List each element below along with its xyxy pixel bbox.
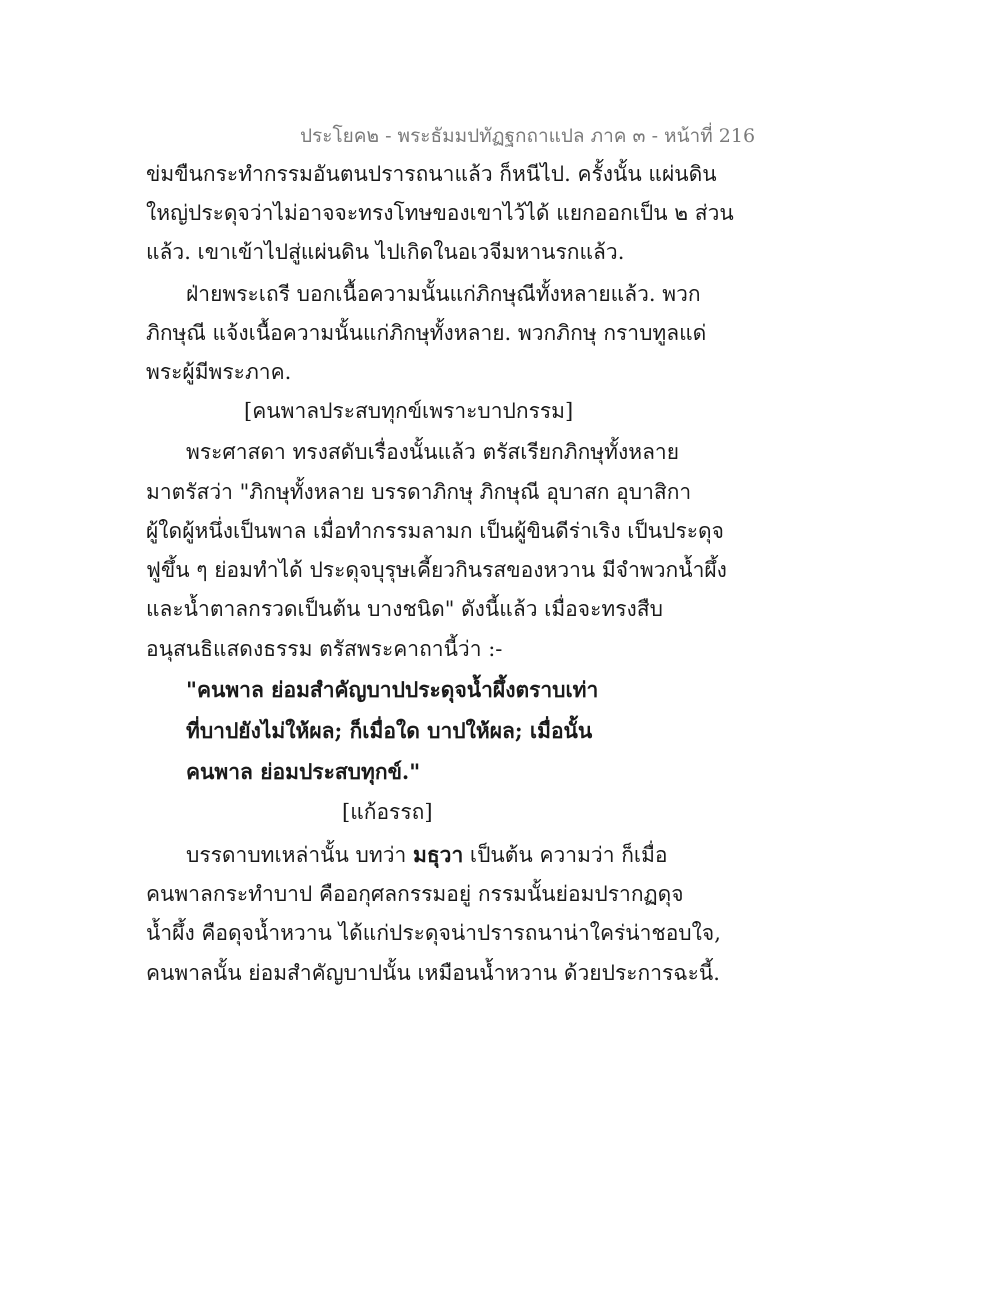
paragraph-1-line-3: แล้ว. เขาเข้าไปสู่แผ่นดิน ไปเกิดในอเวจีมหานรกแล้ว.: [146, 240, 625, 264]
paragraph-4-line-3: น้ำผึ้ง คือดุจน้ำหวาน ได้แก่ประดุจน่าปรารถนาน่าใคร่น่าชอบใจ,: [146, 921, 721, 945]
keyword-term: มธุวา: [413, 842, 464, 867]
paragraph-3-line-1: พระศาสดา ทรงสดับเรื่องนั้นแล้ว ตรัสเรียกภิกษุทั้งหลาย: [186, 440, 680, 464]
verse-line-2: ที่บาปยังไม่ให้ผล; ก็เมื่อใด บาปให้ผล; เมื่อนั้น: [186, 718, 593, 743]
paragraph-3-line-4: ฟูขึ้น ๆ ย่อมทำได้ ประดุจบุรุษเคี้ยวกินรสของหวาน มีจำพวกน้ำผึ้ง: [146, 558, 727, 582]
section-heading: [คนพาลประสบทุกข์เพราะบาปกรรม]: [244, 399, 574, 423]
commentary-heading: [แก้อรรถ]: [342, 800, 433, 824]
paragraph-3-line-2: มาตรัสว่า "ภิกษุทั้งหลาย บรรดาภิกษุ ภิกษุณี อุบาสก อุบาสิกา: [146, 480, 692, 504]
paragraph-4-line-1: [186, 840, 668, 870]
paragraph-2-line-3: พระผู้มีพระภาค.: [146, 360, 292, 384]
paragraph-4-line-2: คนพาลกระทำบาป คืออกุศลกรรมอยู่ กรรมนั้นย่อมปรากฏดุจ: [146, 882, 684, 906]
paragraph-4-line-4: คนพาลนั้น ย่อมสำคัญบาปนั้น เหมือนน้ำหวาน ด้วยประการฉะนี้.: [146, 961, 720, 985]
paragraph-1-line-2: ใหญ่ประดุจว่าไม่อาจจะทรงโทษของเขาไว้ได้ แยกออกเป็น ๒ ส่วน: [146, 201, 734, 225]
paragraph-4-line-1-after: เป็นต้น ความว่า ก็เมื่อ: [463, 843, 668, 867]
paragraph-3-line-3: ผู้ใดผู้หนึ่งเป็นพาล เมื่อทำกรรมลามก เป็นผู้ขินดีร่าเริง เป็นประดุจ: [146, 519, 724, 543]
paragraph-4-line-1-before: บรรดาบทเหล่านั้น บทว่า: [186, 843, 413, 867]
paragraph-3-line-5: และน้ำตาลกรวดเป็นต้น บางชนิด" ดังนี้แล้ว เมื่อจะทรงสืบ: [146, 597, 663, 621]
paragraph-1-line-1: ข่มขืนกระทำกรรมอันตนปรารถนาแล้ว ก็หนีไป. ครั้งนั้น แผ่นดิน: [146, 162, 717, 186]
paragraph-2-line-1: ฝ่ายพระเถรี บอกเนื้อความนั้นแก่ภิกษุณีทั้งหลายแล้ว. พวก: [186, 282, 701, 306]
paragraph-3-line-6: อนุสนธิแสดงธรรม ตรัสพระคาถานี้ว่า :-: [146, 637, 503, 661]
paragraph-2-line-2: ภิกษุณี แจ้งเนื้อความนั้นแก่ภิกษุทั้งหลาย. พวกภิกษุ กราบทูลแด่: [146, 321, 707, 345]
verse-line-3: คนพาล ย่อมประสบทุกข์.": [186, 759, 421, 784]
verse-line-1: "คนพาล ย่อมสำคัญบาปประดุจน้ำผึ้งตราบเท่า: [186, 677, 599, 702]
running-header: ประโยค๒ - พระธัมมปทัฏฐกถาแปล ภาค ๓ - หน้าที่ 216: [300, 125, 756, 147]
